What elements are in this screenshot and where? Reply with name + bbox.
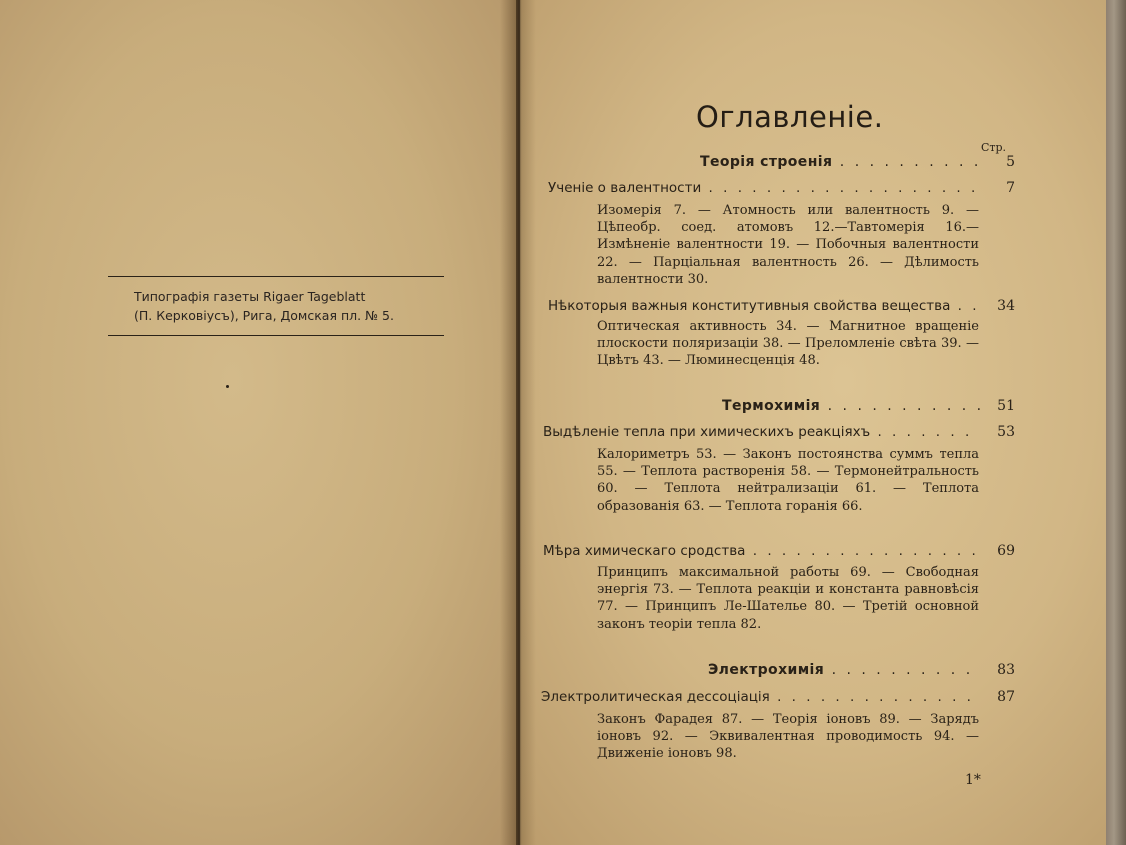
page-column-label: Стр. bbox=[981, 141, 1007, 154]
toc-chapter-title: Нѣкоторыя важныя конститутивныя свойства вещества . . . bbox=[548, 296, 980, 316]
toc-chapter-details: Калориметръ 53. — Законъ постоянства суммъ тепла 55. — Теплота растворенія 58. — Термонейтральность 60. — Теплота нейтрализаціи 61. — Теплота образованія 63. — Теплота горанія 66. bbox=[597, 447, 979, 514]
toc-section-row[interactable] bbox=[0, 152, 1126, 174]
toc-section-row[interactable] bbox=[0, 660, 1126, 682]
toc-page-number: 34 bbox=[997, 298, 1015, 314]
toc-chapter-details: Изомерія 7. — Атомность или валентность 9. — Цѣпеобр. соед. атомовъ 12.—Тавтомерія 16.— Измѣненіе валентности 19. — Побочныя валентности 22. — Парціальная валентность 26. — Дѣлимость валентности 30. bbox=[597, 203, 979, 287]
toc-page-number: 5 bbox=[1006, 154, 1015, 170]
imprint-line: (П. Керковіусъ), Рига, Домская пл. № 5. bbox=[134, 308, 394, 323]
toc-chapter-details: Законъ Фарадея 87. — Теорія іоновъ 89. — Зарядъ іоновъ 92. — Эквивалентная проводимость 94. — Движеніе іоновъ 98. bbox=[597, 712, 979, 762]
toc-page-number: 7 bbox=[1006, 180, 1015, 196]
toc-chapter-row[interactable] bbox=[0, 422, 1126, 444]
toc-chapter-row[interactable] bbox=[0, 541, 1126, 563]
toc-chapter-row[interactable] bbox=[0, 296, 1126, 318]
imprint-line: Типографія газеты Rigaer Tageblatt bbox=[134, 289, 366, 304]
toc-page-number: 87 bbox=[997, 689, 1015, 705]
toc-chapter-title: Мѣра химическаго сродства . . . bbox=[543, 541, 980, 561]
toc-page-number: 69 bbox=[997, 543, 1015, 559]
toc-chapter-title: Электролитическая дессоціація . . . bbox=[541, 687, 980, 707]
page-title: Оглавленіе. bbox=[696, 100, 884, 134]
signature-mark: 1* bbox=[965, 772, 981, 788]
toc-section-title: Теорія строенія . . . bbox=[700, 152, 980, 172]
toc-chapter-details: Оптическая активность 34. — Магнитное вращеніе плоскости поляризаціи 38. — Преломленіе свѣта 39. — Цвѣтъ 43. — Люминесценція 48. bbox=[597, 319, 979, 369]
toc-page-number: 53 bbox=[997, 424, 1015, 440]
toc-section-title: Термохимія . . . bbox=[722, 396, 980, 416]
ink-speck bbox=[226, 385, 229, 388]
toc-chapter-details: Принципъ максимальной работы 69. — Свободная энергія 73. — Теплота реакціи и константа равновѣсія 77. — Принципъ Ле-Шателье 80. — Третій основной законъ теоріи тепла 82. bbox=[597, 565, 979, 632]
toc-section-title: Электрохимія . . . bbox=[708, 660, 980, 680]
toc-page-number: 51 bbox=[997, 398, 1015, 414]
toc-chapter-row[interactable] bbox=[0, 178, 1126, 200]
toc-chapter-row[interactable] bbox=[0, 687, 1126, 709]
toc-chapter-title: Ученіе о валентности . . . bbox=[548, 178, 980, 198]
toc-chapter-title: Выдѣленіе тепла при химическихъ реакціяхъ . . . bbox=[543, 422, 980, 442]
toc-section-row[interactable] bbox=[0, 396, 1126, 418]
toc-page-number: 83 bbox=[997, 662, 1015, 678]
